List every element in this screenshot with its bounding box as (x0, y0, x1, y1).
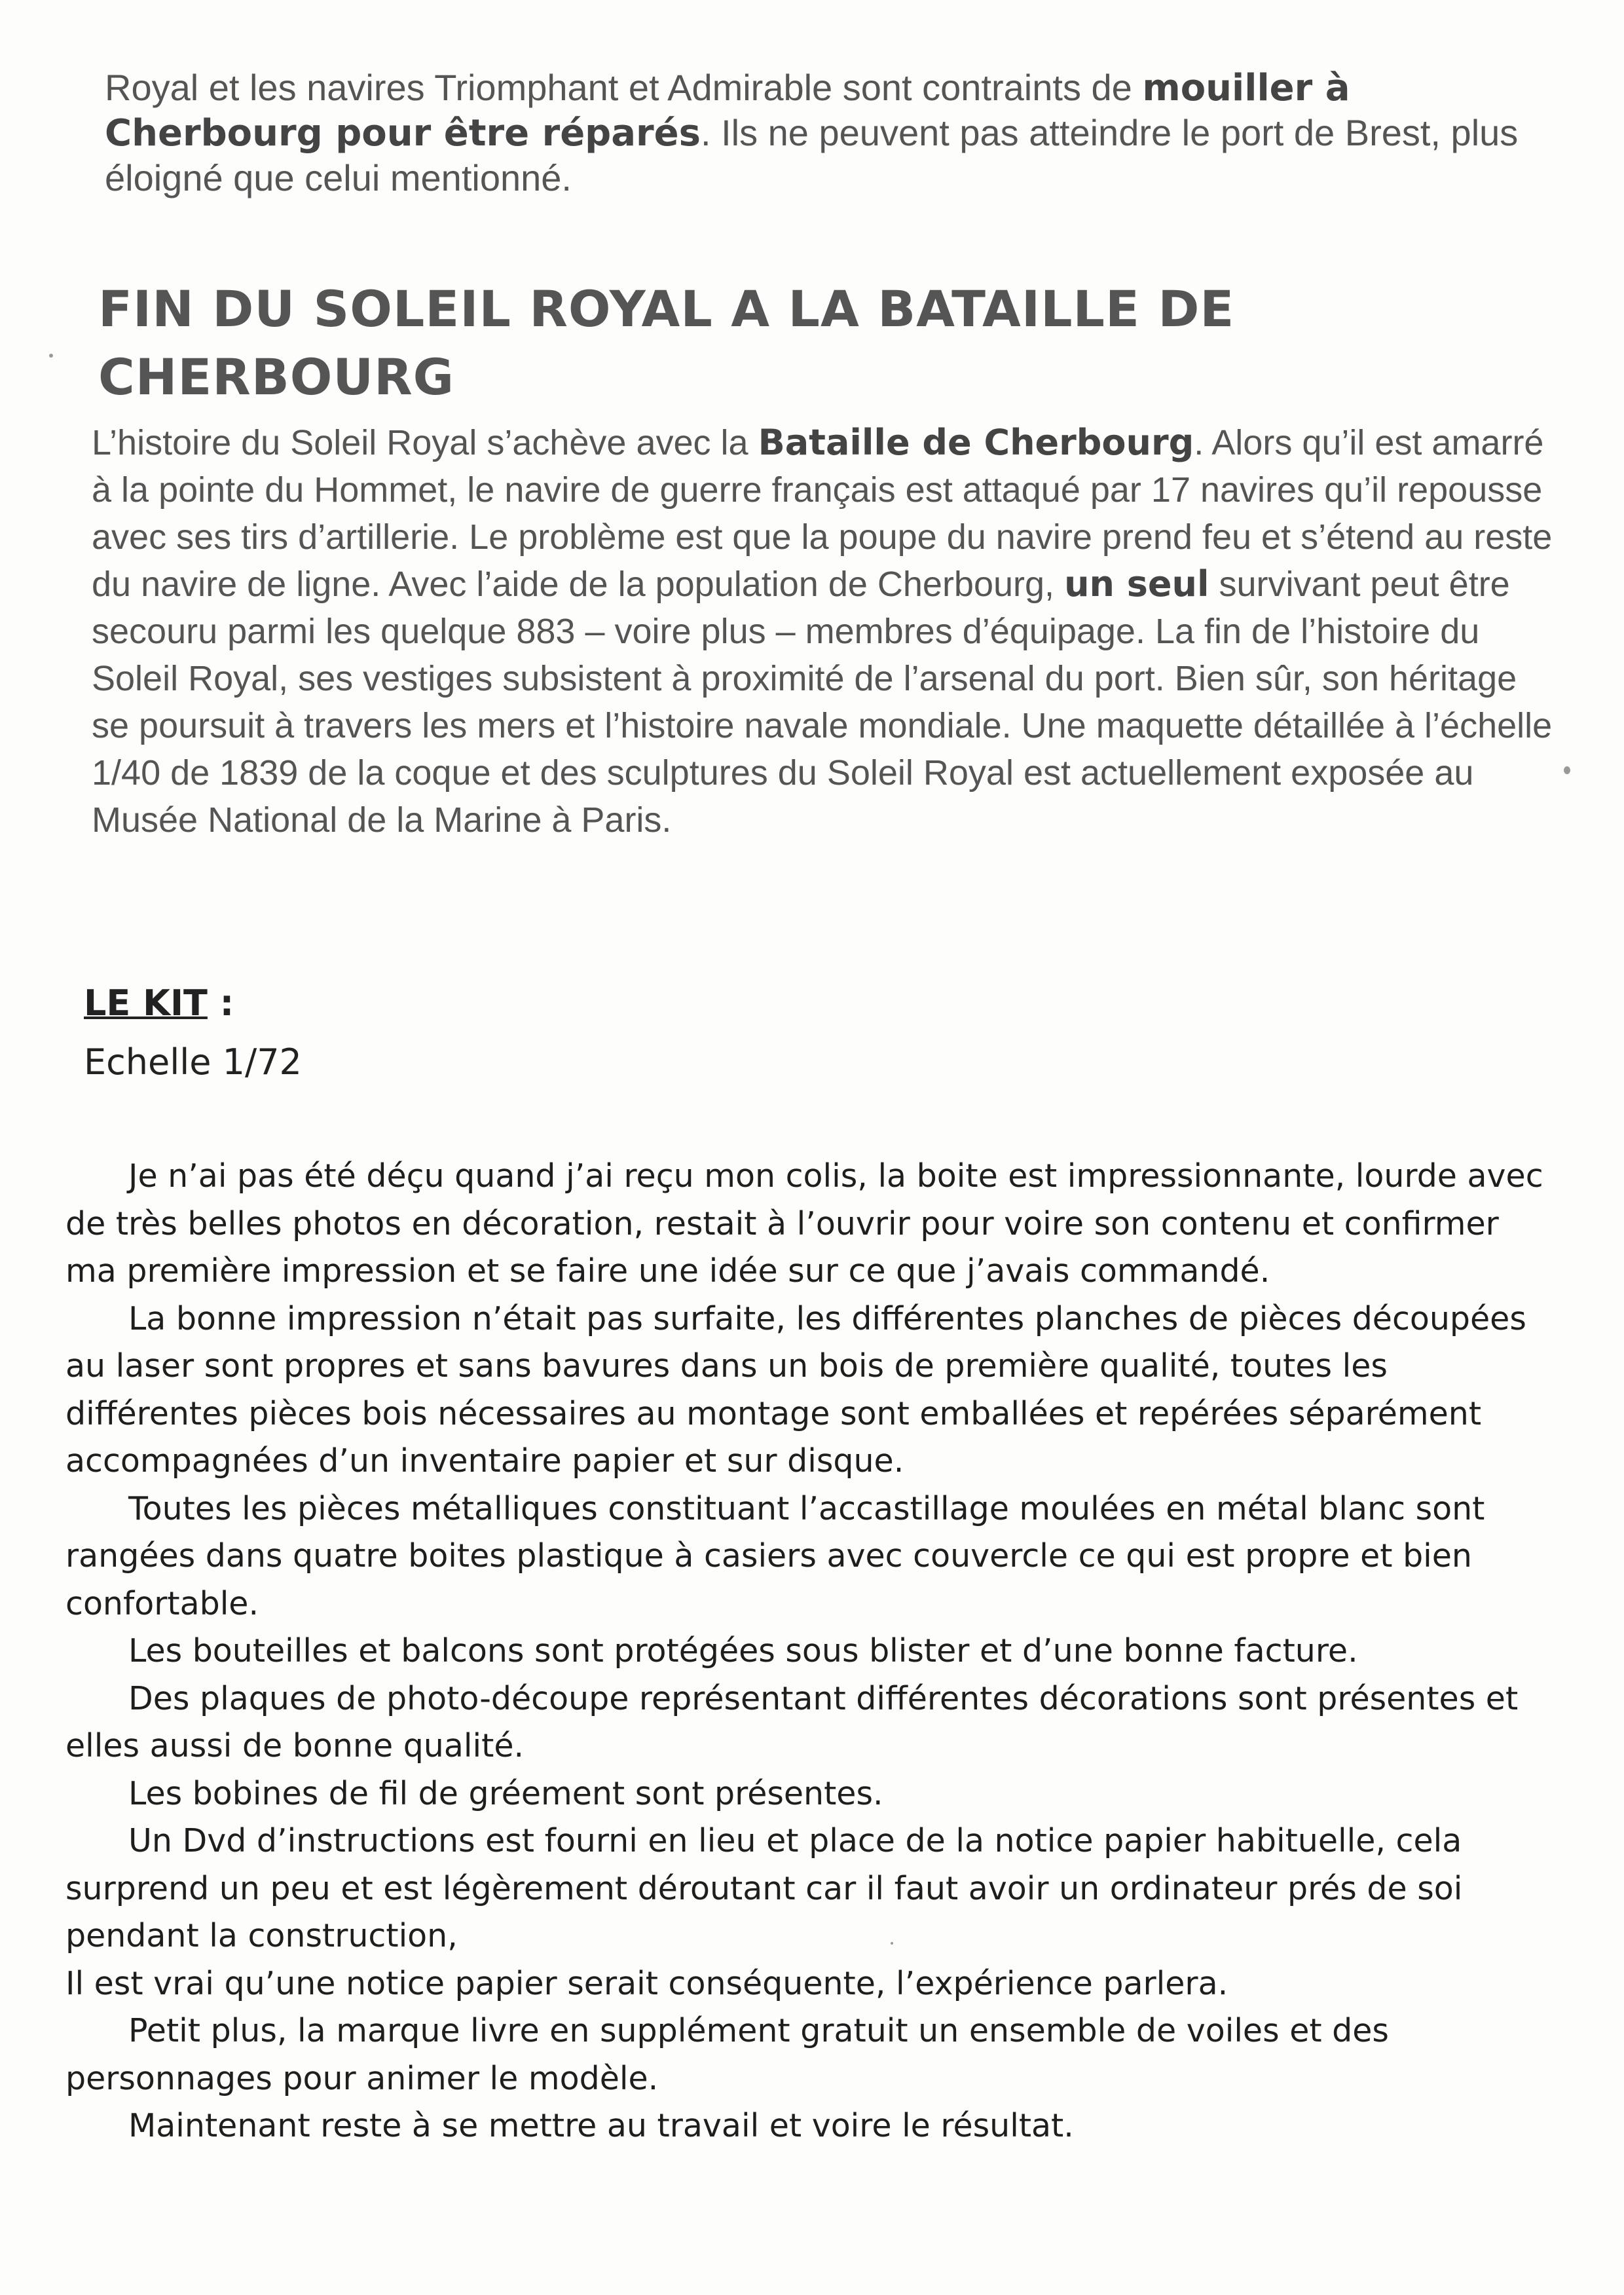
review-paragraph: Petit plus, la marque livre en supplément gratuit un ensemble de voiles et des personnages pour animer le modèle. (65, 2012, 1389, 2097)
kit-heading (84, 982, 234, 1024)
scan-speck (49, 354, 53, 358)
article-bold-un-seul: un seul (1064, 563, 1209, 605)
kit-colon: : (207, 982, 234, 1024)
kit-title: LE KIT (84, 982, 208, 1024)
intro-text-end: . Ils ne peuvent pas atteindre le port de Brest, plus éloigné que celui mentionné. (105, 112, 1519, 198)
article-text-2: . Alors qu’il est amarré à la pointe du Hommet, le navire de guerre français est attaqué par 17 navires qu’il repousse avec ses tirs d’artillerie. Le problème est que la poupe du navire prend feu et s’étend au reste du navire de ligne. Avec l’aide de la population de Cherbourg, (92, 423, 1553, 604)
review-paragraph: Toutes les pièces métalliques constituant l’accastillage moulées en métal blanc sont rangées dans quatre boites plastique à casiers avec couvercle ce qui est propre et bien confortable. (65, 1489, 1485, 1622)
review-paragraph: Un Dvd d’instructions est fourni en lieu et place de la notice papier habituelle, cela surprend un peu et est légèrement déroutant car il faut avoir un ordinateur prés de soi pendant la construction, (65, 1822, 1463, 1954)
article-text-1: L’histoire du Soleil Royal s’achève avec la (92, 423, 758, 462)
review-paragraph: La bonne impression n’était pas surfaite, les différentes planches de pièces découpées au laser sont propres et sans bavures dans un bois de première qualité, toutes les différentes pièces bois nécessaires au montage sont emballées et repérées séparément accompagnées d’un inventaire papier et sur disque. (65, 1299, 1526, 1480)
review-paragraph: Des plaques de photo-découpe représentant différentes décorations sont présentes et elles aussi de bonne qualité. (65, 1679, 1519, 1764)
scan-speck (891, 1942, 893, 1945)
review-paragraph: Les bouteilles et balcons sont protégées sous blister et d’une bonne facture. (128, 1632, 1358, 1670)
section-heading: FIN DU SOLEIL ROYAL A LA BATAILLE DE CHERBOURG (98, 280, 1235, 406)
intro-bold-phrase: mouiller à Cherbourg pour être réparés (105, 67, 1350, 155)
scan-speck (1564, 766, 1570, 774)
article-bold-bataille: Bataille de Cherbourg (758, 422, 1194, 463)
review-text (65, 1153, 1545, 2150)
article-text-3: survivant peut être secouru parmi les quelque 883 – voire plus – membres d’équipage. La fin de l’histoire du Soleil Royal, ses vestiges subsistent à proximité de l’arsenal du port. Bien sûr, son héritage se poursuit à travers les mers et l’histoire navale mondiale. Une maquette détaillée à l’échelle 1/40 de 1839 de la coque et des sculptures du Soleil Royal est actuellement exposée au Musée National de la Marine à Paris. (92, 565, 1553, 840)
intro-paragraph (105, 65, 1532, 200)
review-paragraph: Maintenant reste à se mettre au travail et voire le résultat. (128, 2107, 1074, 2144)
review-paragraph: Les bobines de fil de gréement sont présentes. (128, 1774, 883, 1812)
kit-scale: Echelle 1/72 (84, 1041, 302, 1083)
review-paragraph: Je n’ai pas été déçu quand j’ai reçu mon colis, la boite est impressionnante, lourde avec de très belles photos en décoration, restait à l’ouvrir pour voire son contenu et confirmer ma première impression et se faire une idée sur ce que j’avais commandé. (65, 1157, 1543, 1290)
review-paragraph: Il est vrai qu’une notice papier serait conséquente, l’expérience parlera. (65, 1964, 1228, 2002)
article-paragraph (92, 419, 1559, 844)
intro-text-start: Royal et les navires Triomphant et Admirable sont contraints de (105, 67, 1143, 108)
